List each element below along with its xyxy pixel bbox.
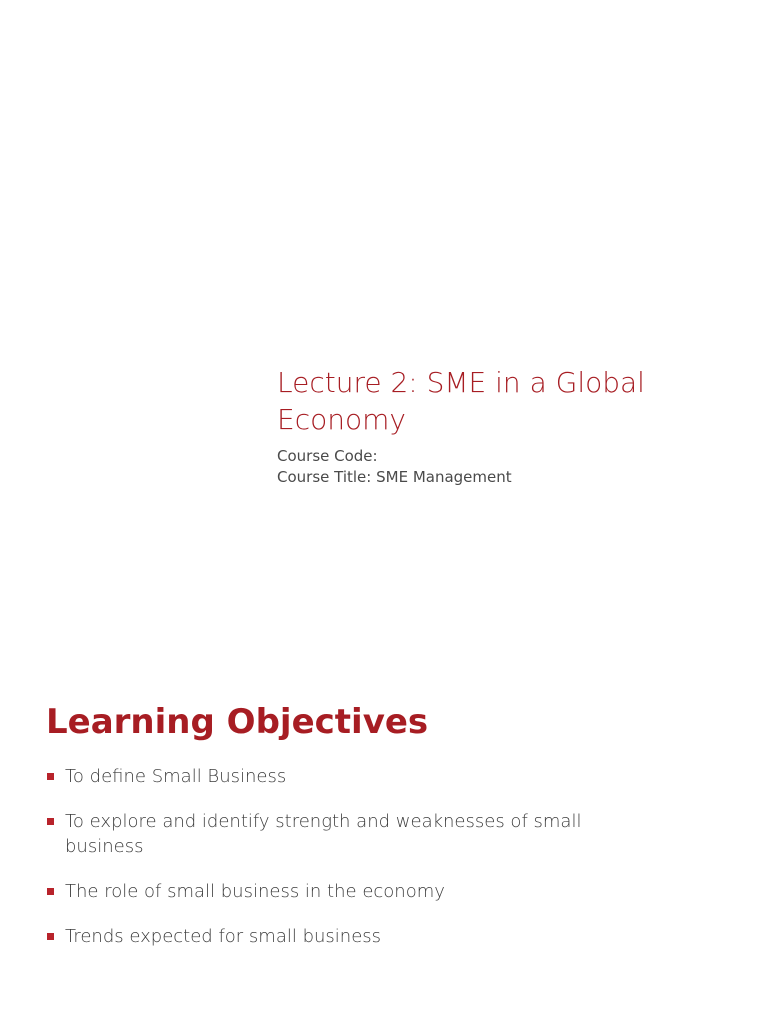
square-bullet-icon bbox=[47, 933, 54, 940]
learning-objectives-slide bbox=[0, 578, 768, 1024]
objective-item bbox=[46, 924, 586, 949]
square-bullet-icon bbox=[47, 818, 54, 825]
objective-text: To explore and identify strength and weaknesses of small business bbox=[65, 811, 582, 857]
objective-item bbox=[46, 809, 586, 859]
objectives-list bbox=[46, 764, 586, 969]
square-bullet-icon bbox=[47, 773, 54, 780]
course-title-label: Course Title: SME Management bbox=[277, 468, 512, 486]
objective-text: To define Small Business bbox=[65, 766, 287, 787]
objective-text: Trends expected for small business bbox=[65, 926, 382, 947]
objectives-heading: Learning Objectives bbox=[46, 702, 429, 742]
course-code-label: Course Code: bbox=[277, 447, 378, 465]
lecture-title: Lecture 2: SME in a Global Economy bbox=[277, 366, 645, 436]
square-bullet-icon bbox=[47, 888, 54, 895]
objective-item bbox=[46, 879, 586, 904]
objective-item bbox=[46, 764, 586, 789]
course-meta bbox=[277, 446, 512, 488]
objective-text: The role of small business in the economy bbox=[65, 881, 445, 902]
